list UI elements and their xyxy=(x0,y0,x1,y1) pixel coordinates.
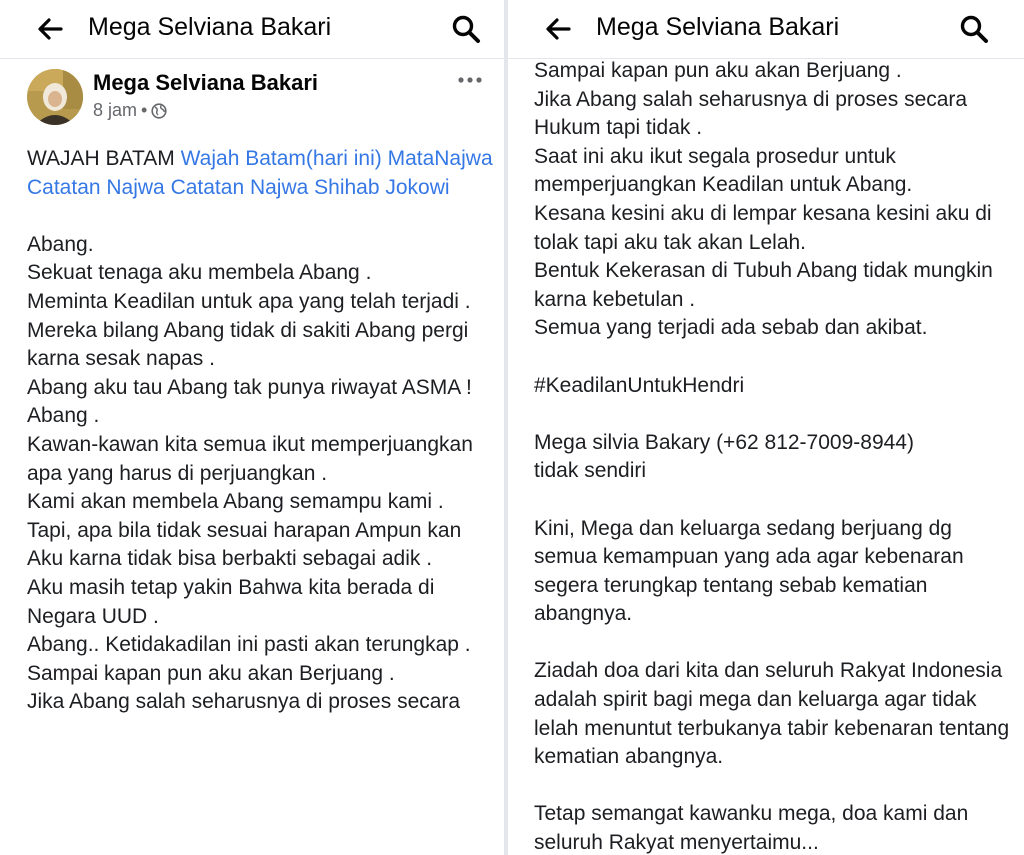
hashtag-links[interactable]: Wajah Batam(hari ini) MataNajwa Catatan Najwa Catatan Najwa Shihab Jokowi xyxy=(27,147,493,199)
back-button[interactable] xyxy=(538,10,578,48)
author-name[interactable]: Mega Selviana Bakari xyxy=(93,70,319,95)
top-bar xyxy=(508,0,1024,59)
arrow-left-icon xyxy=(37,18,63,40)
search-icon xyxy=(451,14,481,44)
post-body-continued: Sampai kapan pun aku akan Berjuang . Jika Abang salah seharusnya di proses secara Hukum tapi tidak . Saat ini aku ikut segala prosedur untuk memperjuangkan Keadilan untuk Abang. Kesana kesini aku di lempar kesana kesini aku di tolak tapi aku tak akan Lelah. Bentuk Kekerasan di Tubuh Abang tidak mungkin karna kebetulan . Semua yang terjadi ada sebab dan akibat. #KeadilanUntukHendri Mega silvia Bakary (+62 812-7009-8944) tidak sendiri Kini, Mega dan keluarga sedang berjuang dg semua kemampuan yang ada agar kebenaran segera terungkap tentang sebab kematian abangnya. Ziadah doa dari kita dan seluruh Rakyat Indonesia adalah spirit bagi mega dan keluarga agar tidak lelah menuntut terbukanya tabir kebenaran tentang kematian abangnya. Tetap semangat kawanku mega, doa kami dan seluruh Rakyat menyertaimu... xyxy=(534,59,1010,855)
post-time[interactable]: 8 jam xyxy=(93,100,138,120)
meta-separator: • xyxy=(141,100,148,120)
right-screen xyxy=(508,0,1024,855)
post-text xyxy=(27,145,497,717)
avatar[interactable] xyxy=(27,69,83,125)
post-prefix: WAJAH BATAM xyxy=(27,147,181,170)
globe-icon xyxy=(151,103,167,119)
post-meta xyxy=(93,100,167,121)
more-icon xyxy=(457,76,483,84)
search-button[interactable] xyxy=(446,10,486,48)
back-button[interactable] xyxy=(30,10,70,48)
top-bar xyxy=(0,0,504,59)
search-icon xyxy=(959,14,989,44)
page-title: Mega Selviana Bakari xyxy=(88,13,332,41)
post-body-left: Abang. Sekuat tenaga aku membela Abang . Meminta Keadilan untuk apa yang telah terjadi . Mereka bilang Abang tidak di sakiti Abang pergi karna sesak napas . Abang aku tau Abang tak punya riwayat ASMA ! Abang . Kawan-kawan kita semua ikut memperjuangkan apa yang harus di perjuangkan . Kami akan membela Abang semampu kami . Tapi, apa bila tidak sesuai harapan Ampun kan Aku karna tidak bisa berbakti sebagai adik . Aku masih tetap yakin Bahwa kita berada di Negara UUD . Abang.. Ketidakadilan ini pasti akan terungkap . Sampai kapan pun aku akan Berjuang . Jika Abang salah seharusnya di proses secara xyxy=(27,232,473,714)
arrow-left-icon xyxy=(545,18,571,40)
left-screen xyxy=(0,0,504,855)
search-button[interactable] xyxy=(954,10,994,48)
more-options-button[interactable] xyxy=(455,70,485,90)
page-title: Mega Selviana Bakari xyxy=(596,13,840,41)
